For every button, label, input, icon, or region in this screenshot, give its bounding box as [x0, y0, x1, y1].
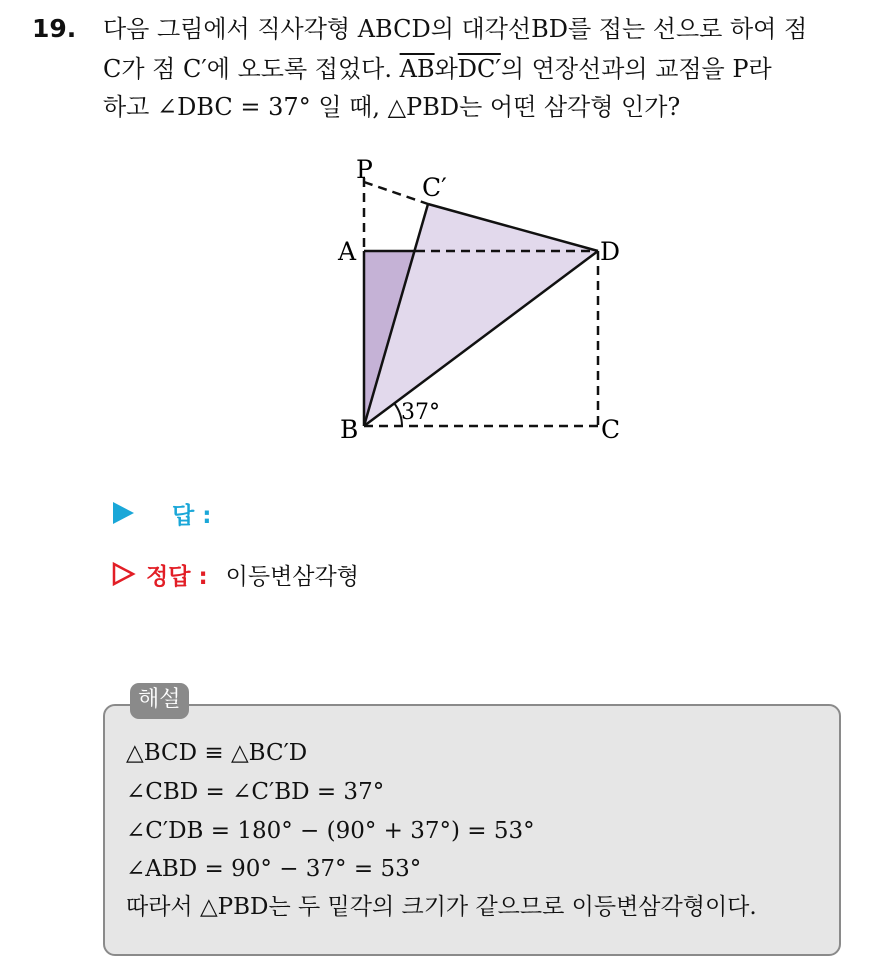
answer-marker-icon [110, 500, 136, 526]
question-number: 19. [32, 14, 77, 43]
question-line-2-mid: 와 [434, 55, 458, 83]
question-line-2-end: 의 연장선과의 교점을 P라 [500, 55, 772, 83]
question-line-1: 다음 그림에서 직사각형 ABCD의 대각선BD를 접는 선으로 하여 점 [103, 15, 808, 43]
angle-label: 37° [401, 400, 440, 425]
explanation-line-3: ∠C′DB = 180° − (90° + 37°) = 53° [126, 818, 535, 844]
explanation-line-2: ∠CBD = ∠C′BD = 37° [126, 779, 385, 805]
segment-dc-prime: DC′ [457, 55, 501, 83]
correct-answer-label: 정답 : [146, 563, 208, 590]
question-line-2 [103, 52, 772, 86]
correct-marker-icon [110, 561, 136, 587]
point-p-label: P [356, 155, 373, 184]
question-line-3: 하고 ∠DBC = 37° 일 때, △PBD는 어떤 삼각형 인가? [103, 93, 681, 121]
correct-answer-row [110, 557, 359, 591]
explanation-tag: 해설 [130, 683, 189, 719]
answer-row [110, 496, 229, 530]
segment-ab: $\overline{AB}$ [399, 55, 435, 83]
point-c-label: C [601, 415, 621, 444]
folded-triangle [364, 204, 598, 426]
question-line-2-start: C가 점 C′에 오도록 접었다. [103, 55, 400, 83]
geometry-figure [330, 150, 630, 450]
explanation-line-1: △BCD ≡ △BC′D [126, 740, 308, 766]
explanation-line-5: 따라서 △PBD는 두 밑각의 크기가 같으므로 이등변삼각형이다. [126, 894, 757, 920]
correct-answer-value: 이등변삼각형 [225, 563, 359, 590]
explanation-line-4: ∠ABD = 90° − 37° = 53° [126, 856, 422, 882]
point-c-prime-label: C′ [422, 173, 447, 202]
extension-line-pc-prime [364, 182, 428, 204]
point-b-label: B [340, 415, 359, 444]
point-a-label: A [338, 237, 357, 266]
point-d-label: D [600, 237, 621, 266]
answer-label: 답 : [172, 502, 212, 529]
